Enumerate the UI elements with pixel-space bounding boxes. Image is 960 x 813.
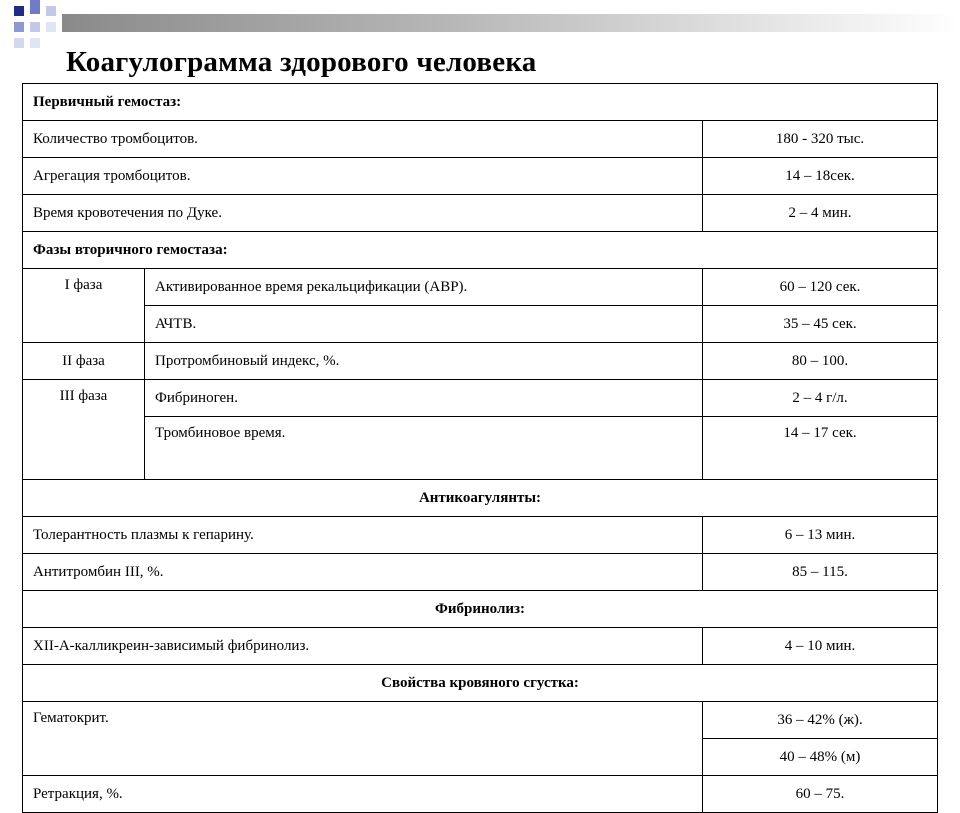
param-value: 2 – 4 мин. (703, 195, 938, 232)
table-row (23, 158, 938, 195)
param-name: XII-А-калликреин-зависимый фибринолиз. (23, 628, 703, 665)
table-row (23, 417, 938, 480)
table-row (23, 306, 938, 343)
param-name: Антитромбин III, %. (23, 554, 703, 591)
table-row (23, 628, 938, 665)
param-name: Тромбиновое время. (145, 417, 703, 480)
table-row (23, 776, 938, 813)
param-value: 85 – 115. (703, 554, 938, 591)
phase-label: III фаза (23, 380, 145, 480)
table-row (23, 702, 938, 739)
decor-square (46, 6, 56, 16)
param-name: Время кровотечения по Дуке. (23, 195, 703, 232)
param-value: 14 – 17 сек. (703, 417, 938, 480)
param-name: Протромбиновый индекс, %. (145, 343, 703, 380)
section-fibrinolysis-heading: Фибринолиз: (23, 591, 938, 628)
section-row (23, 591, 938, 628)
decor-square (46, 22, 56, 32)
decor-square (14, 6, 24, 16)
param-name: Гематокрит. (23, 702, 703, 776)
param-value: 2 – 4 г/л. (703, 380, 938, 417)
section-primary-heading: Первичный гемостаз: (23, 84, 938, 121)
table-row (23, 121, 938, 158)
param-name: Фибриноген. (145, 380, 703, 417)
table-row (23, 517, 938, 554)
section-clot-heading: Свойства кровяного сгустка: (23, 665, 938, 702)
param-value: 180 - 320 тыс. (703, 121, 938, 158)
decor-square (30, 22, 40, 32)
page-title: Коагулограмма здорового человека (66, 46, 537, 78)
table-row (23, 269, 938, 306)
param-name: Активированное время рекальцификации (АВР). (145, 269, 703, 306)
param-value: 6 – 13 мин. (703, 517, 938, 554)
table-row (23, 195, 938, 232)
section-row (23, 232, 938, 269)
param-value: 40 – 48% (м) (703, 739, 938, 776)
param-value: 36 – 42% (ж). (703, 702, 938, 739)
section-row (23, 480, 938, 517)
section-row (23, 665, 938, 702)
decor-square (14, 22, 24, 32)
phase-label: I фаза (23, 269, 145, 343)
param-name: Агрегация тромбоцитов. (23, 158, 703, 195)
param-name: Количество тромбоцитов. (23, 121, 703, 158)
param-name: Толерантность плазмы к гепарину. (23, 517, 703, 554)
param-value: 60 – 75. (703, 776, 938, 813)
section-row (23, 84, 938, 121)
phase-label: II фаза (23, 343, 145, 380)
param-value: 35 – 45 сек. (703, 306, 938, 343)
param-value: 4 – 10 мин. (703, 628, 938, 665)
param-value: 14 – 18сек. (703, 158, 938, 195)
param-value: 60 – 120 сек. (703, 269, 938, 306)
param-value: 80 – 100. (703, 343, 938, 380)
param-name: Ретракция, %. (23, 776, 703, 813)
coagulogram-table (22, 83, 938, 813)
header-gradient-bar (62, 14, 960, 32)
param-name: АЧТВ. (145, 306, 703, 343)
section-anticoag-heading: Антикоагулянты: (23, 480, 938, 517)
section-secondary-heading: Фазы вторичного гемостаза: (23, 232, 938, 269)
table-row (23, 343, 938, 380)
decor-square (30, 0, 40, 14)
table-row (23, 380, 938, 417)
table-row (23, 554, 938, 591)
decor-square (14, 38, 24, 48)
decor-square (30, 38, 40, 48)
